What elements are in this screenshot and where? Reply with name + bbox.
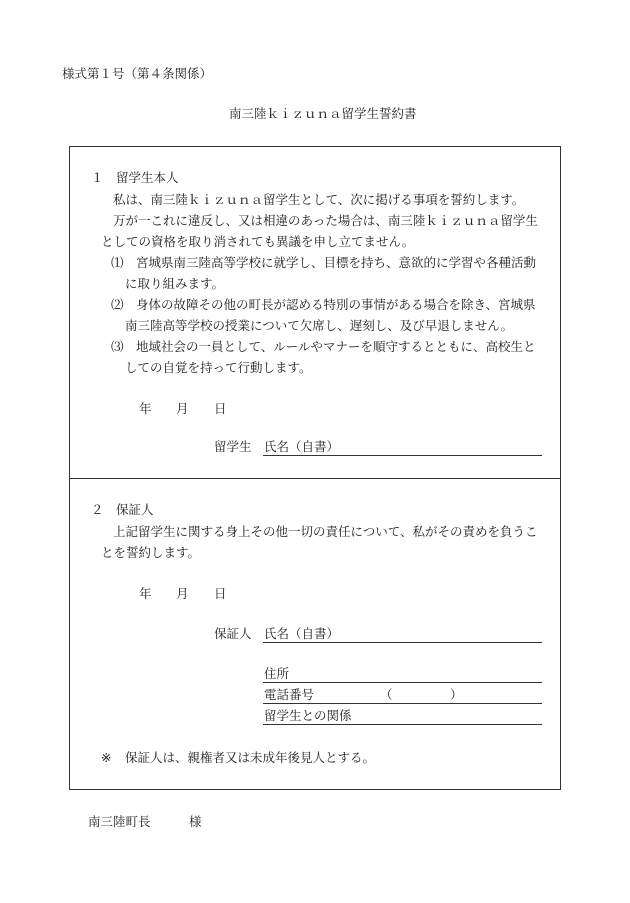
date-month-label: 月 (176, 401, 189, 416)
student-name-signature-line[interactable] (263, 455, 542, 456)
pledge-item-text-line1: 地域社会の一員として、ルールやマナーを順守するとともに、高校生と (136, 339, 536, 354)
section-divider (69, 478, 561, 479)
document-title: 南三陸ｋｉｚｕｎａ留学生誓約書 (229, 106, 417, 121)
student-signer-label: 留学生 (214, 439, 252, 454)
note-mark: ※ (101, 750, 112, 765)
guarantor-signer-label: 保証人 (214, 626, 252, 641)
guarantor-phone-label: 電話番号 (264, 687, 315, 702)
violation-clause-line2: としての資格を取り消されても異議を申し立てません。 (101, 234, 415, 249)
guarantor-relation-label: 留学生との関係 (264, 708, 352, 723)
date-month-label: 月 (176, 586, 189, 601)
guarantor-phone-line[interactable] (263, 703, 542, 704)
section-guarantor-heading: ２ 保証人 (91, 502, 154, 517)
pledge-item-text-line2: に取り組みます。 (125, 276, 225, 291)
date-year-label: 年 (139, 586, 152, 601)
guarantor-pledge-line2: とを誓約します。 (101, 545, 201, 560)
guarantor-name-label: 氏名（自書） (264, 626, 340, 641)
guarantor-name-signature-line[interactable] (263, 642, 542, 643)
pledge-item-number: ⑵ (111, 297, 124, 312)
date-year-label: 年 (139, 401, 152, 416)
pledge-item-text-line2: しての自覚を持って行動します。 (125, 360, 312, 375)
pledge-item-number: ⑴ (111, 255, 124, 270)
guarantor-address-line[interactable] (263, 682, 542, 683)
pledge-item-text-line2: 南三陸高等学校の授業について欠席し、遅刻し、及び早退しません。 (125, 318, 514, 333)
violation-clause-line1: 万が一これに違反し、又は相違のあった場合は、南三陸ｋｉｚｕｎａ留学生 (113, 213, 538, 228)
addressee-suffix: 様 (189, 814, 202, 829)
guarantor-pledge-line1: 上記留学生に関する身上その他一切の責任について、私がその責めを負うこ (113, 524, 538, 539)
guarantor-note: 保証人は、親権者又は未成年後見人とする。 (125, 750, 376, 765)
pledge-item-text-line1: 宮城県南三陸高等学校に就学し、目標を持ち、意欲的に学習や各種活動 (136, 255, 537, 270)
phone-paren-close: ） (450, 687, 463, 702)
section-student-heading: １ 留学生本人 (91, 170, 179, 185)
pledge-item-number: ⑶ (111, 339, 124, 354)
date-day-label: 日 (214, 586, 227, 601)
pledge-item-text-line1: 身体の故障その他の町長が認める特別の事情がある場合を除き、宮城県 (136, 297, 536, 312)
student-pledge-text: 私は、南三陸ｋｉｚｕｎａ留学生として、次に掲げる事項を誓約します。 (113, 192, 525, 207)
addressee-name: 南三陸町長 (88, 814, 151, 829)
student-name-label: 氏名（自書） (264, 439, 340, 454)
date-day-label: 日 (214, 401, 227, 416)
form-number: 様式第１号（第４条関係） (62, 66, 213, 81)
guarantor-address-label: 住所 (264, 666, 290, 681)
guarantor-relation-line[interactable] (263, 724, 542, 725)
phone-paren-open: （ (380, 687, 393, 702)
